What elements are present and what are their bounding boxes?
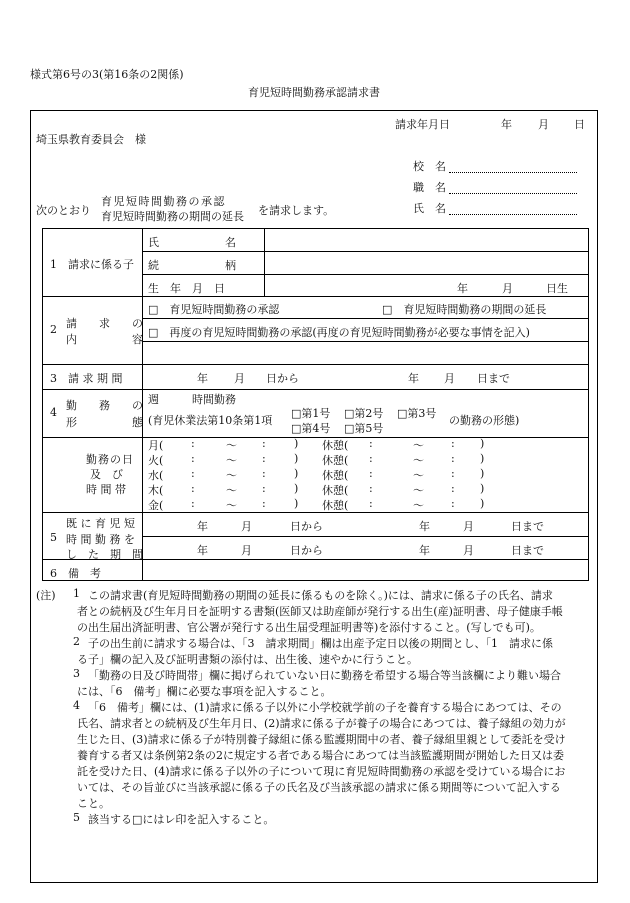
- note3-line2: には、「6 備考」欄に必要な事項を記入すること。: [77, 685, 332, 698]
- time-separator: :: [451, 452, 455, 465]
- time-separator: ): [294, 452, 299, 465]
- school-name-field[interactable]: [449, 172, 577, 173]
- time-separator: ): [480, 437, 485, 450]
- applicant-name-label: 氏 名: [413, 202, 446, 215]
- addressee: 埼玉県教育委員会 様: [36, 133, 146, 146]
- request-date-month: 月: [538, 118, 549, 131]
- sec5-r2-year-until: 年: [419, 544, 430, 557]
- note1-line3: の出生届出済証明書、官公署が発行する出生届受理証明書等)を添付すること。(写しでも可)。: [77, 621, 541, 634]
- note1-line2: 者との続柄及び生年月日を証明する書類(医師又は助産師が発行する出生(産)証明書、母子健康手帳: [77, 605, 563, 618]
- time-separator: :: [262, 452, 266, 465]
- time-separator: ): [480, 497, 485, 510]
- time-separator: :: [191, 482, 195, 495]
- sec4-label-line1: 勤 務 の: [66, 399, 143, 412]
- checkbox-extend[interactable]: □ 育児短時間勤務の期間の延長: [382, 303, 547, 316]
- form-number: 様式第6号の3(第16条の2関係): [30, 68, 184, 81]
- birth-month-label: 月: [502, 282, 513, 295]
- note2-number: 2: [73, 635, 80, 648]
- note4-line3: 生じた日、(3)請求に係る子が特別養子縁組に係る監護期間中の者、養子縁組里親として委託を受け: [77, 733, 566, 746]
- workday-label: 木(: [148, 484, 164, 497]
- checkbox-item2[interactable]: □第2号: [344, 407, 384, 420]
- sec3-year-from: 年: [197, 372, 208, 385]
- note4-line2: 氏名、請求者との続柄及び生年月日、(2)請求に係る子が養子の場合にあつては、養子縁組の効力が: [77, 717, 566, 730]
- sec5-label-line1: 既 に 育 児 短: [66, 517, 135, 530]
- job-title-label: 職 名: [413, 181, 446, 194]
- sec5-r2-day-until: 日まで: [511, 544, 544, 557]
- sec3-day-from: 日から: [266, 372, 299, 385]
- time-separator: ～: [413, 439, 424, 452]
- sec5-r2-day-from: 日から: [290, 544, 323, 557]
- note5-number: 5: [73, 811, 80, 824]
- time-separator: :: [191, 467, 195, 480]
- time-separator: :: [369, 452, 373, 465]
- law-suffix: の勤務の形態): [449, 414, 520, 427]
- sec5-r1-year-from: 年: [197, 520, 208, 533]
- sec5-r2-month-from: 月: [241, 544, 252, 557]
- sec2-label-line2: 内 容: [66, 333, 143, 346]
- note1-number: 1: [73, 587, 80, 600]
- rest-label: 休憩(: [322, 454, 349, 467]
- note1-line1: この請求書(育児短時間勤務の期間の延長に係るものを除く。)には、請求に係る子の氏名、請求: [88, 589, 553, 602]
- time-separator: ～: [226, 454, 237, 467]
- birth-day-label: 日生: [546, 282, 568, 295]
- job-title-field[interactable]: [449, 193, 577, 194]
- time-separator: :: [451, 482, 455, 495]
- child-birth-label: 生 年 月 日: [148, 282, 225, 295]
- sec2-label-line1: 請 求 の: [66, 317, 143, 330]
- note3-line1: 「勤務の日及び時間帯」欄に掲げられていない日に勤務を希望する場合等当該欄により難い場合: [88, 669, 561, 682]
- time-separator: ～: [226, 499, 237, 512]
- time-separator: ～: [226, 484, 237, 497]
- sec3-month-until: 月: [444, 372, 455, 385]
- notes-lead: (注): [36, 589, 56, 602]
- request-date-label: 請求年月日: [395, 118, 450, 131]
- time-separator: ～: [413, 469, 424, 482]
- sec5-r2-month-until: 月: [463, 544, 474, 557]
- checkbox-item4[interactable]: □第4号: [291, 422, 331, 435]
- time-separator: :: [451, 437, 455, 450]
- intro-option-extend: 育児短時間勤務の期間の延長: [101, 210, 244, 223]
- time-separator: ～: [413, 499, 424, 512]
- time-separator: ): [294, 467, 299, 480]
- sec4-label-line2: 形 態: [66, 416, 143, 429]
- sec5-label-line2: 時 間 勤 務 を: [66, 533, 135, 546]
- request-date-year: 年: [501, 118, 512, 131]
- weekly-hours: 週 時間勤務: [148, 393, 236, 406]
- time-separator: :: [191, 497, 195, 510]
- workday-label: 月(: [148, 439, 164, 452]
- sec5-r1-day-until: 日まで: [511, 520, 544, 533]
- time-separator: :: [191, 437, 195, 450]
- time-separator: :: [451, 467, 455, 480]
- time-separator: :: [262, 467, 266, 480]
- workdays-label-line2: 及 び: [90, 468, 123, 481]
- time-separator: ): [294, 497, 299, 510]
- time-separator: :: [262, 482, 266, 495]
- workday-label: 火(: [148, 454, 164, 467]
- rest-label: 休憩(: [322, 499, 349, 512]
- time-separator: ): [480, 467, 485, 480]
- rest-label: 休憩(: [322, 484, 349, 497]
- time-separator: ～: [226, 469, 237, 482]
- checkbox-approve[interactable]: □ 育児短時間勤務の承認: [148, 303, 280, 316]
- sec5-r1-day-from: 日から: [290, 520, 323, 533]
- note4-line6: いては、その旨並びに当該承認に係る子の氏名及び当該承認の請求に係る期間等について記入する: [77, 781, 561, 794]
- note4-line4: 養育する者又は条例第2条の2に規定する者である場合にあつては当該監護期間が開始した日又は委: [77, 749, 564, 762]
- law-reference: (育児休業法第10条第1項: [148, 414, 273, 427]
- intro-prefix: 次のとおり: [36, 204, 91, 217]
- sec5-r1-month-from: 月: [241, 520, 252, 533]
- checkbox-item3[interactable]: □第3号: [397, 407, 437, 420]
- time-separator: ): [294, 437, 299, 450]
- sec3-month-from: 月: [234, 372, 245, 385]
- time-separator: :: [262, 437, 266, 450]
- school-name-label: 校 名: [413, 160, 446, 173]
- rest-label: 休憩(: [322, 469, 349, 482]
- sec2-number: 2: [50, 323, 57, 336]
- checkbox-reapprove[interactable]: □ 再度の育児短時間勤務の承認(再度の育児短時間勤務が必要な事情を記入): [148, 326, 530, 339]
- time-separator: :: [262, 497, 266, 510]
- time-separator: :: [369, 497, 373, 510]
- sec6-label: 6 備 考: [50, 567, 101, 580]
- sec5-number: 5: [50, 531, 57, 544]
- intro-option-approve: 育児短時間勤務の承認: [101, 195, 226, 208]
- sec5-r1-month-until: 月: [463, 520, 474, 533]
- sec3-day-until: 日まで: [477, 372, 510, 385]
- form-title: 育児短時間勤務承認請求書: [248, 86, 380, 99]
- checkbox-item1[interactable]: □第1号: [291, 407, 331, 420]
- workdays-label-line3: 時 間 帯: [86, 483, 126, 496]
- birth-year-label: 年: [457, 282, 468, 295]
- note4-line1: 「6 備考」欄には、(1)請求に係る子以外に小学校就学前の子を養育する場合にあつては、その: [88, 701, 562, 714]
- rest-label: 休憩(: [322, 439, 349, 452]
- time-separator: ～: [413, 454, 424, 467]
- note3-number: 3: [73, 667, 80, 680]
- sec5-label-line3: し た 期 間: [66, 548, 143, 561]
- sec1-label: 1 請求に係る子: [50, 258, 134, 271]
- child-relation-label: 続 柄: [148, 259, 236, 272]
- request-date-day: 日: [574, 118, 585, 131]
- checkbox-item5[interactable]: □第5号: [344, 422, 384, 435]
- time-separator: :: [369, 482, 373, 495]
- workdays-label-line1: 勤務の日: [86, 453, 134, 466]
- child-name-label: 氏 名: [148, 236, 236, 249]
- time-separator: :: [451, 497, 455, 510]
- time-separator: ): [294, 482, 299, 495]
- sec3-label: 3 請 求 期 間: [50, 372, 123, 385]
- note5-line1: 該当する□にはレ印を記入すること。: [88, 813, 275, 826]
- note4-line5: 託を受けた日、(4)請求に係る子以外の子について現に育児短時間勤務の承認を受けている場合にお: [77, 765, 566, 778]
- applicant-name-field[interactable]: [449, 214, 577, 215]
- sec5-r1-year-until: 年: [419, 520, 430, 533]
- time-separator: ): [480, 482, 485, 495]
- time-separator: ～: [226, 439, 237, 452]
- note4-number: 4: [73, 699, 80, 712]
- time-separator: :: [369, 437, 373, 450]
- intro-suffix: を請求します。: [258, 204, 335, 217]
- time-separator: :: [369, 467, 373, 480]
- time-separator: ): [480, 452, 485, 465]
- note4-line7: こと。: [77, 797, 110, 810]
- time-separator: :: [191, 452, 195, 465]
- sec3-year-until: 年: [408, 372, 419, 385]
- time-separator: ～: [413, 484, 424, 497]
- sec4-number: 4: [50, 406, 57, 419]
- workday-label: 水(: [148, 469, 164, 482]
- sec5-r2-year-from: 年: [197, 544, 208, 557]
- note2-line2: る子」欄の記入及び証明書類の添付は、出生後、速やかに行うこと。: [77, 653, 418, 666]
- workday-label: 金(: [148, 499, 164, 512]
- note2-line1: 子の出生前に請求する場合は、「3 請求期間」欄は出産予定日以後の期間とし、「1 請求に係: [88, 637, 553, 650]
